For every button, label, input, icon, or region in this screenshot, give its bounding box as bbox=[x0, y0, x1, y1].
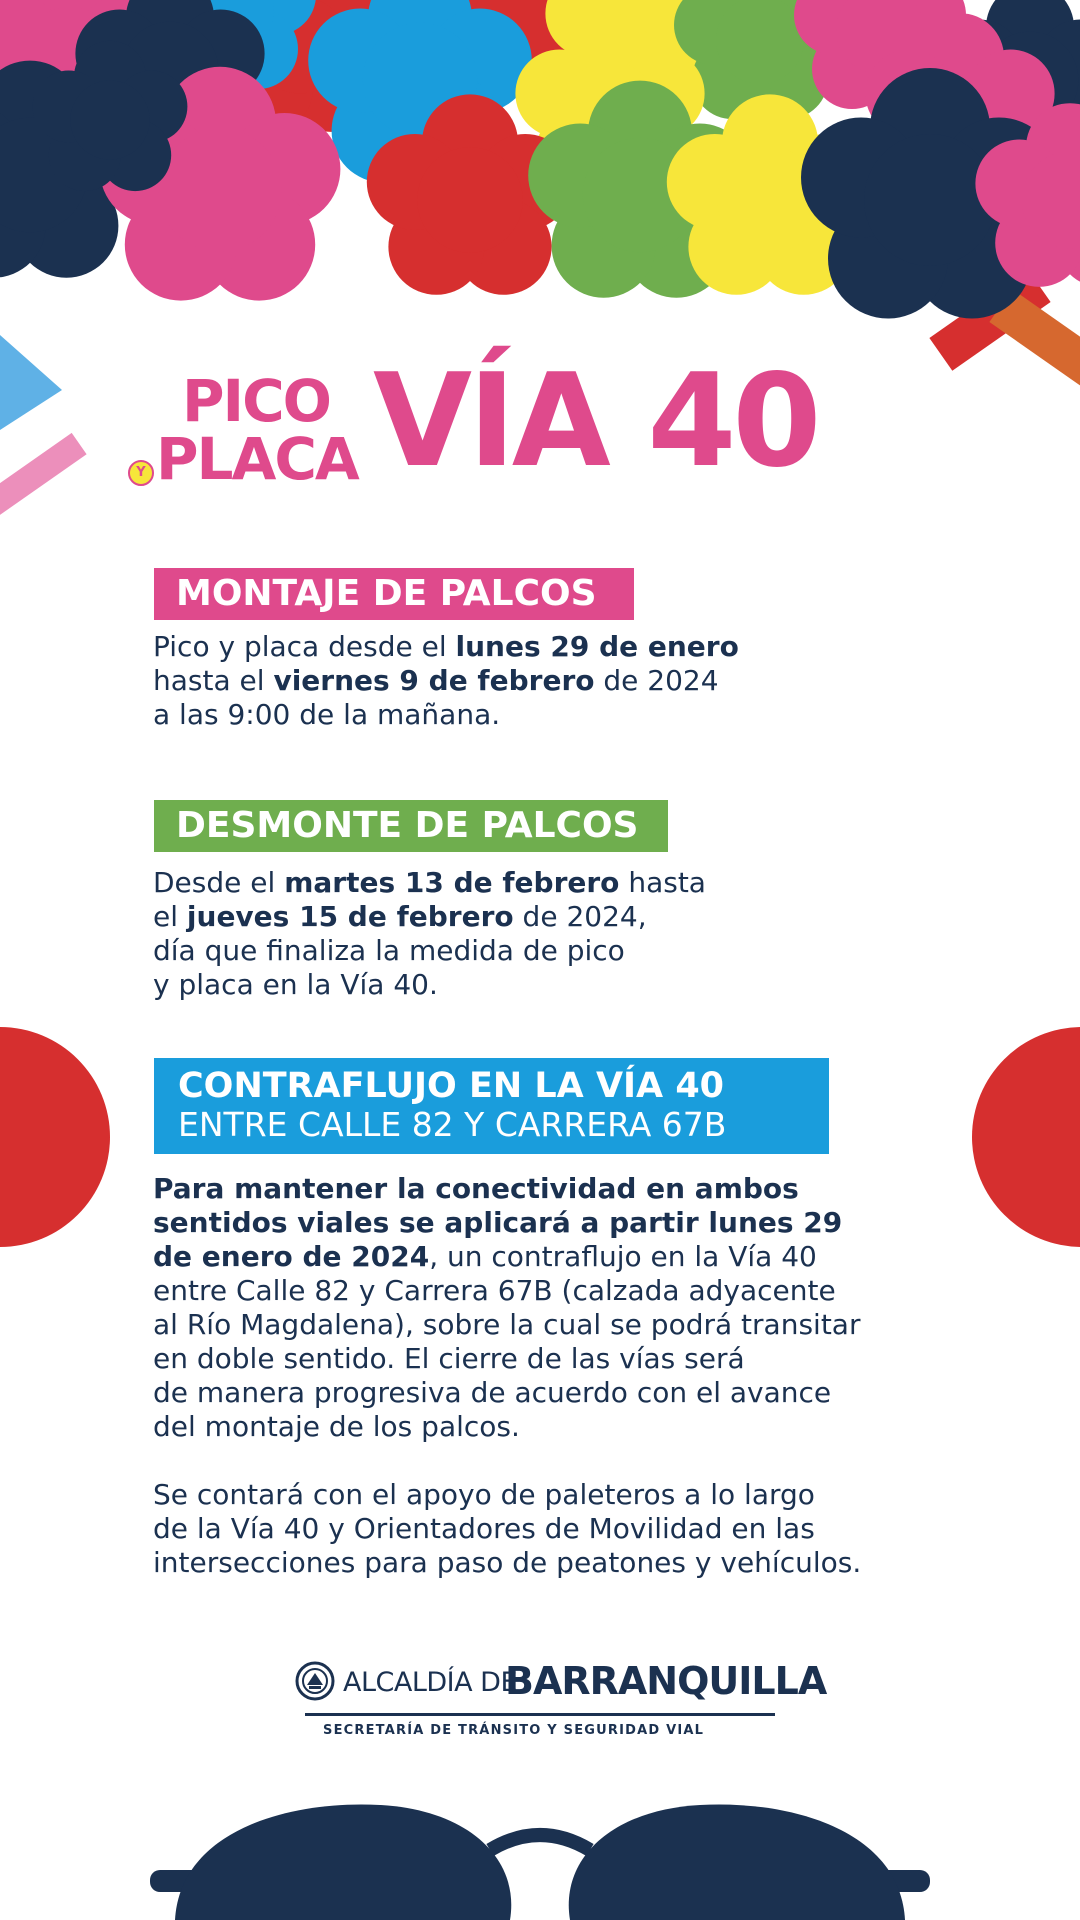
montaje-line-3: a las 9:00 de la mañana. bbox=[153, 698, 501, 731]
contraflujo-text bbox=[153, 1172, 861, 1580]
montaje-text bbox=[153, 630, 739, 732]
left-red-circle bbox=[0, 1025, 120, 1250]
barranquilla-seal-icon bbox=[295, 1661, 335, 1701]
contraflujo-heading bbox=[154, 1058, 829, 1154]
right-red-circle bbox=[960, 1025, 1080, 1250]
contraflujo-line-3: de enero de 2024, un contraflujo en la Vía 40 bbox=[153, 1240, 817, 1273]
barranquilla-text: BARRANQUILLA bbox=[505, 1659, 827, 1703]
paragraph-spacer bbox=[153, 1444, 861, 1478]
title-placa: PLACA bbox=[156, 425, 358, 493]
logo-divider bbox=[305, 1713, 775, 1716]
montaje-line-2: hasta el viernes 9 de febrero de 2024 bbox=[153, 664, 719, 697]
contraflujo-line-4: entre Calle 82 y Carrera 67B (calzada adyacente bbox=[153, 1274, 836, 1307]
title-y-badge: Y bbox=[128, 460, 154, 486]
desmonte-line-1: Desde el martes 13 de febrero hasta bbox=[153, 866, 706, 899]
alcaldia-text: ALCALDÍA DE bbox=[343, 1667, 518, 1698]
contraflujo-line-9: Se contará con el apoyo de paleteros a lo largo bbox=[153, 1478, 815, 1511]
title-via-40: VÍA 40 bbox=[373, 347, 818, 496]
contraflujo-line-7: de manera progresiva de acuerdo con el avance bbox=[153, 1376, 832, 1409]
secretaria-text: SECRETARÍA DE TRÁNSITO Y SEGURIDAD VIAL bbox=[323, 1723, 705, 1738]
desmonte-line-4: y placa en la Vía 40. bbox=[153, 968, 438, 1001]
contraflujo-line-1: Para mantener la conectividad en ambos bbox=[153, 1172, 799, 1205]
contraflujo-line-10: de la Vía 40 y Orientadores de Movilidad en las bbox=[153, 1512, 815, 1545]
title-pico: PICO bbox=[182, 367, 330, 435]
sunglasses-decoration bbox=[0, 1760, 1080, 1920]
alcaldia-logo bbox=[295, 1655, 827, 1745]
contraflujo-line-6: en doble sentido. El cierre de las vías será bbox=[153, 1342, 745, 1375]
contraflujo-line-8: del montaje de los palcos. bbox=[153, 1410, 520, 1443]
montaje-heading: MONTAJE DE PALCOS bbox=[154, 568, 634, 620]
page-title bbox=[128, 347, 828, 500]
desmonte-line-2: el jueves 15 de febrero de 2024, bbox=[153, 900, 647, 933]
desmonte-line-3: día que finaliza la medida de pico bbox=[153, 934, 625, 967]
contraflujo-line-5: al Río Magdalena), sobre la cual se podrá transitar bbox=[153, 1308, 861, 1341]
montaje-line-1: Pico y placa desde el lunes 29 de enero bbox=[153, 630, 739, 663]
contraflujo-line-11: intersecciones para paso de peatones y vehículos. bbox=[153, 1546, 862, 1579]
contraflujo-heading-line-2: ENTRE CALLE 82 Y CARRERA 67B bbox=[178, 1105, 727, 1144]
contraflujo-heading-line-1: CONTRAFLUJO EN LA VÍA 40 bbox=[178, 1066, 725, 1106]
contraflujo-line-2: sentidos viales se aplicará a partir lunes 29 bbox=[153, 1206, 843, 1239]
desmonte-heading: DESMONTE DE PALCOS bbox=[154, 800, 668, 852]
desmonte-text bbox=[153, 866, 706, 1002]
